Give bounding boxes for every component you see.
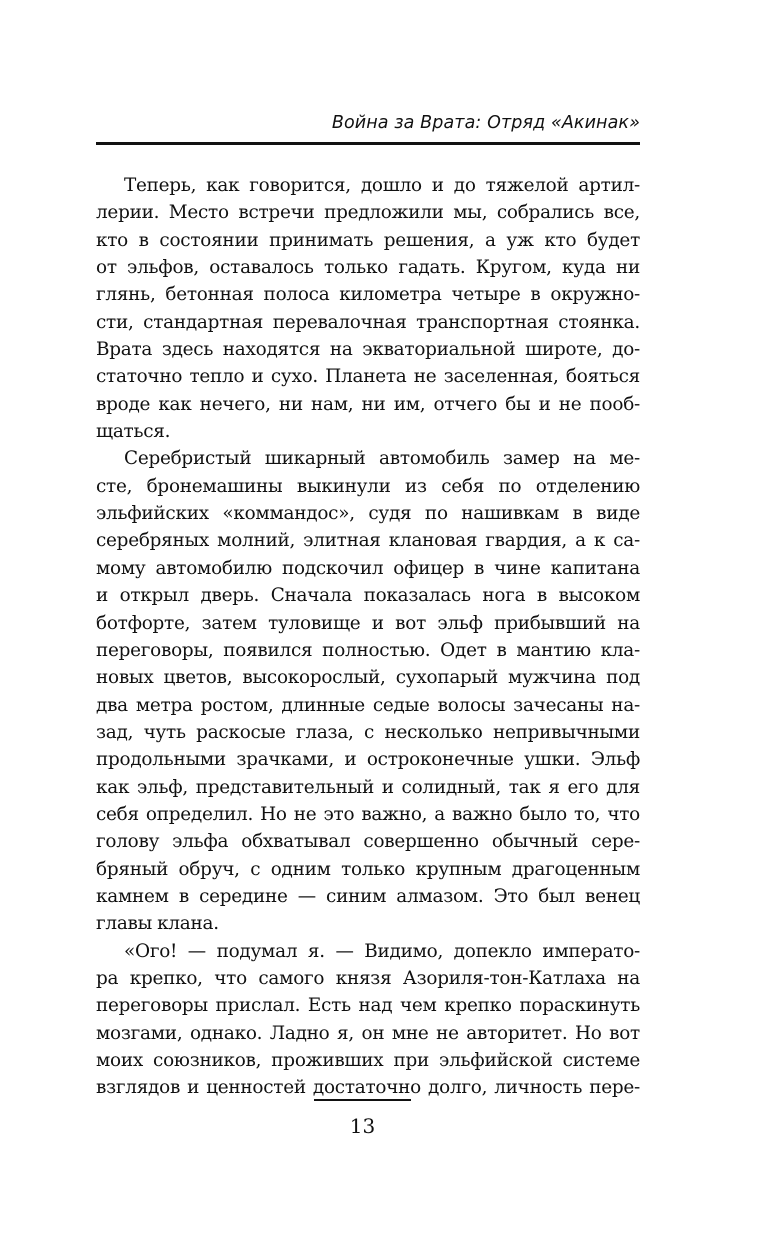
text-line: и открыл дверь. Сначала показалась нога в высоком	[96, 585, 640, 607]
text-line: продольными зрачками, и остроконечные ушки. Эльф	[96, 749, 640, 771]
text-line: «Ого! — подумал я. — Видимо, допекло императо-	[124, 940, 640, 962]
text-line: себя определил. Но не это важно, а важно было то, что	[96, 803, 640, 825]
text-line: эльфийских «коммандос», судя по нашивкам в виде	[96, 503, 640, 525]
text-line: ботфорте, затем туловище и вот эльф прибывший на	[96, 612, 640, 634]
text-line: ра крепко, что самого князя Азориля-тон-Катлаха на	[96, 967, 640, 989]
text-line: Серебристый шикарный автомобиль замер на ме-	[124, 448, 640, 470]
text-line: вроде как нечего, ни нам, ни им, отчего бы и не пооб-	[96, 393, 640, 415]
text-line: статочно тепло и сухо. Планета не заселенная, бояться	[96, 366, 640, 388]
text-line: моих союзников, проживших при эльфийской системе	[96, 1050, 640, 1071]
text-line: два метра ростом, длинные седые волосы зачесаны на-	[96, 694, 640, 716]
text-line: голову эльфа обхватывал совершенно обычный сере-	[96, 831, 640, 853]
text-line: Теперь, как говорится, дошло и до тяжелой артил-	[124, 175, 640, 196]
running-head-title: Война за Врата: Отряд «Акинак»	[331, 113, 640, 133]
text-line: мому автомобилю подскочил офицер в чине капитана	[96, 557, 640, 579]
text-line: бряный обруч, с одним только крупным драгоценным	[96, 858, 640, 880]
text-line: новых цветов, высокорослый, сухопарый мужчина под	[96, 667, 640, 689]
text-line: мозгами, однако. Ладно я, он мне не авторитет. Но вот	[96, 1022, 640, 1044]
text-line: от эльфов, оставалось только гадать. Кругом, куда ни	[96, 257, 640, 279]
body-text	[96, 172, 640, 1102]
header-divider	[96, 142, 640, 145]
page-number: 13	[349, 1114, 376, 1138]
text-line: зад, чуть раскосые глаза, с несколько непривычными	[96, 721, 640, 743]
text-line: кто в состоянии принимать решения, а уж кто будет	[96, 229, 640, 251]
text-line: Врата здесь находятся на экваториальной широте, до-	[96, 339, 640, 361]
text-line: камнем в середине — синим алмазом. Это был венец	[96, 885, 640, 907]
text-line: щаться.	[96, 421, 171, 443]
text-line: переговоры, появился полностью. Одет в мантию кла-	[96, 639, 640, 661]
text-line: глянь, бетонная полоса километра четыре в окружно-	[96, 284, 640, 306]
text-line: как эльф, представительный и солидный, так я его для	[96, 776, 640, 798]
text-line: взглядов и ценностей достаточно долго, личность пере-	[96, 1077, 640, 1099]
text-line: сте, бронемашины выкинули из себя по отделению	[96, 475, 640, 497]
text-line: сти, стандартная перевалочная транспортная стоянка.	[96, 311, 640, 333]
footer-divider	[314, 1099, 411, 1101]
text-line: переговоры прислал. Есть над чем крепко пораскинуть	[96, 995, 640, 1017]
text-line: серебряных молний, элитная клановая гвардия, а к са-	[96, 530, 640, 552]
text-line: главы клана.	[96, 913, 219, 935]
text-line: лерии. Место встречи предложили мы, собрались все,	[96, 202, 640, 224]
